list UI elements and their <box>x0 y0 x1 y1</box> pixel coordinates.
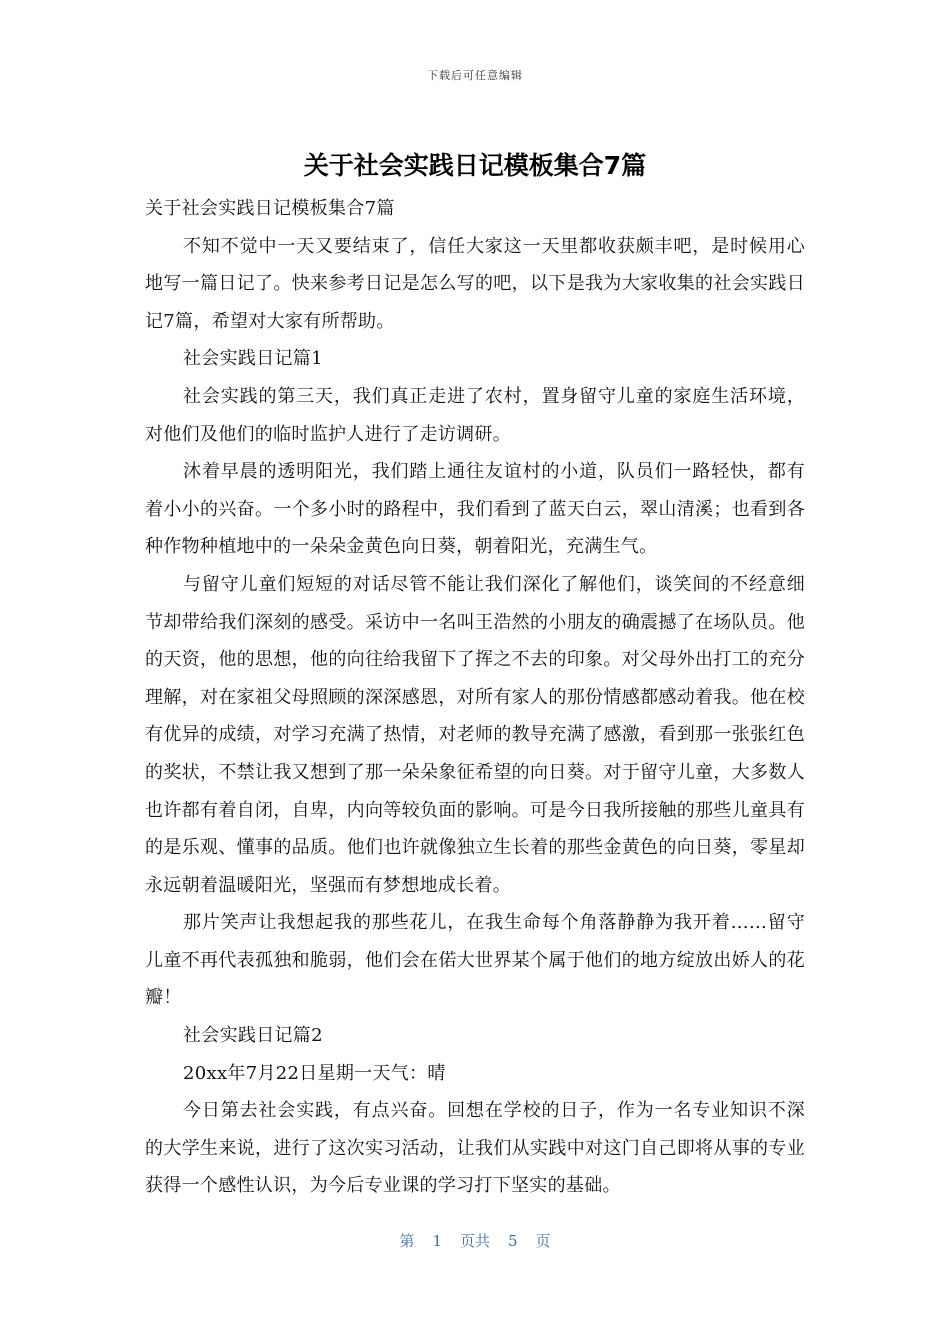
paragraph: 社会实践的第三天，我们真正走进了农村，置身留守儿童的家庭生活环境，对他们及他们的临时监护人进行了走访调研。 <box>145 385 805 445</box>
document-body <box>145 190 805 1205</box>
footer-middle: 页共 <box>459 1232 490 1250</box>
paragraph: 关于社会实践日记模板集合7篇 <box>145 198 395 219</box>
paragraph: 那片笑声让我想起我的那些花儿，在我生命每个角落静静为我开着……留守儿童不再代表孤独和脆弱，他们会在偌大世界某个属于他们的地方绽放出娇人的花瓣！ <box>145 912 805 1009</box>
diary-date-line: 20xx年7月22日星期一天气：晴 <box>183 1062 446 1084</box>
section-heading: 社会实践日记篇2 <box>183 1025 323 1047</box>
header-note: 下载后可任意编辑 <box>427 69 523 82</box>
section-heading: 社会实践日记篇1 <box>183 348 323 370</box>
document-title: 关于社会实践日记模板集合7篇 <box>303 151 647 180</box>
paragraph: 不知不觉中一天又要结束了，信任大家这一天里都收获颇丰吧，是时候用心地写一篇日记了。快来参考日记是怎么写的吧，以下是我为大家收集的社会实践日记7篇，希望对大家有所帮助。 <box>145 235 805 332</box>
footer-total-pages: 5 <box>508 1232 518 1250</box>
paragraph: 今日第去社会实践，有点兴奋。回想在学校的日子，作为一名专业知识不深的大学生来说，进行了这次实习活动，让我们从实践中对这门自己即将从事的专业获得一个感性认识，为今后专业课的学习打下坚实的基础。 <box>145 1100 805 1197</box>
paragraph: 与留守儿童们短短的对话尽管不能让我们深化了解他们，谈笑间的不经意细节却带给我们深刻的感受。采访中一名叫王浩然的小朋友的确震撼了在场队员。他的天资，他的思想，他的向往给我留下了挥之不去的印象。对父母外出打工的充分理解，对在家祖父母照顾的深深感恩，对所有家人的那份情感都感动着我。他在校有优异的成绩，对学习充满了热情，对老师的教导充满了感激，看到那一张张红色的奖状，不禁让我又想到了那一朵朵象征希望的向日葵。对于留守儿童，大多数人也许都有着自闭，自卑，内向等较负面的影响。可是今日我所接触的那些儿童具有的是乐观、懂事的品质。他们也许就像独立生长着的那些金黄色的向日葵，零星却永远朝着温暖阳光，坚强而有梦想地成长着。 <box>145 573 805 896</box>
page-footer <box>0 1230 950 1251</box>
footer-page-number: 1 <box>432 1232 442 1250</box>
paragraph: 沐着早晨的透明阳光，我们踏上通往友谊村的小道，队员们一路轻快，都有着小小的兴奋。一个多小时的路程中，我们看到了蓝天白云，翠山清溪；也看到各种作物种植地中的一朵朵金黄色向日葵，朝着阳光，充满生气。 <box>145 461 805 558</box>
footer-prefix: 第 <box>399 1232 415 1250</box>
footer-suffix: 页 <box>535 1232 551 1250</box>
